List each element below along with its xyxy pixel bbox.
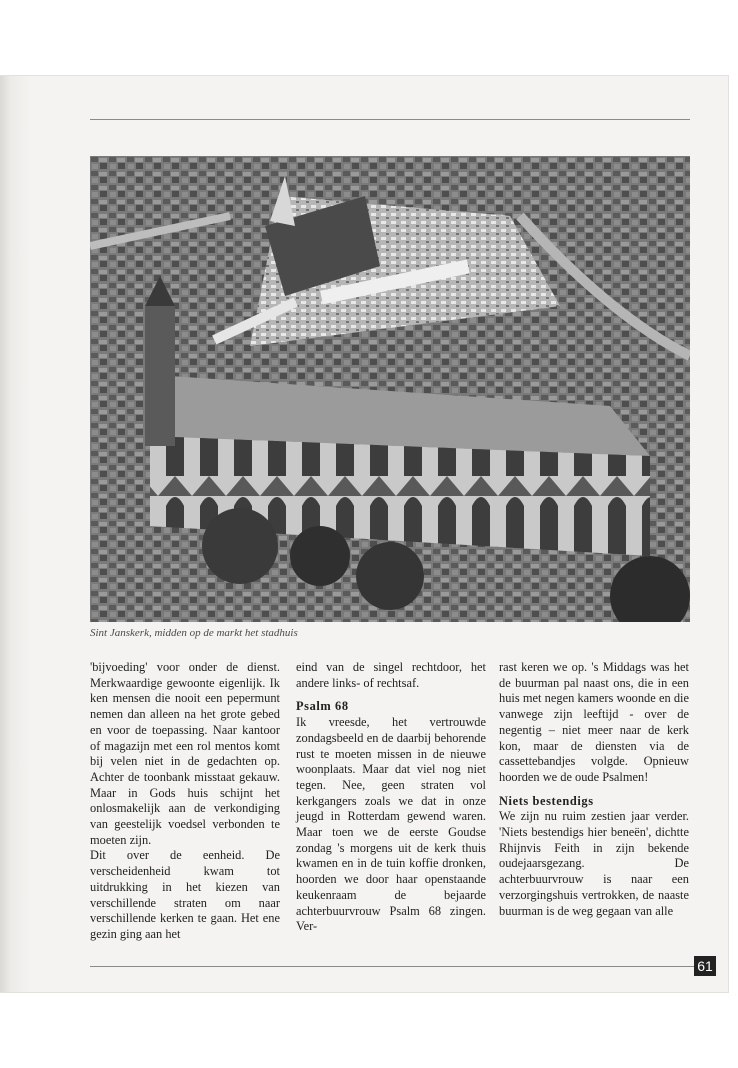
text-column-2	[296, 660, 486, 935]
paragraph: 'bijvoeding' voor onder de dienst. Merkwaardige gewoonte eigenlijk. Ik ken mensen die nooit een pepermunt nemen dan alleen na het grote gebed en voor de toepassing. Naar kantoor of magazijn met een rol mentos komt bij velen niet in de gedachten op. Achter de toonbank misstaat gekauw. Maar in Gods huis schijnt het onlosmakelijk aan de verkondiging van geestelijk voedsel verbonden te moeten zijn.	[90, 660, 280, 847]
aerial-photo	[90, 156, 690, 622]
paragraph: We zijn nu ruim zestien jaar verder. 'Niets bestendigs hier beneën', dichtte Rhijnvis Feith in zijn bekende oudejaarsgezang. De achterbuurvrouw is naar een verzorgingshuis vertrokken, de naaste buurman is de weg gegaan van alle	[499, 809, 689, 918]
page-spine-shadow	[0, 76, 30, 992]
section-heading: Niets bestendigs	[499, 793, 594, 808]
page-number: 61	[694, 956, 716, 976]
section-heading: Psalm 68	[296, 699, 349, 714]
paragraph: rast keren we op. 's Middags was het de buurman pal naast ons, die in een huis met negen kamers woonde en die vanwege zijn leeftijd - over de negentig – niet meer naar de kerk kon, maar de diensten via de cassettebandjes volgde. Opnieuw hoorden we de oude Psalmen!	[499, 660, 689, 784]
photo-caption: Sint Janskerk, midden op de markt het stadhuis	[90, 627, 298, 639]
text-column-3	[499, 660, 689, 919]
bottom-rule	[90, 966, 694, 967]
paragraph: Ik vreesde, het vertrouwde zondagsbeeld en de daarbij behorende rust te moeten missen in de nieuwe woonplaats. Maar dat viel nog niet tegen. Nee, geen straten vol kerkgangers zoals we dat in onze jeugd in Rotterdam gewend waren. Maar toen we de eerste Goudse zondag 's morgens uit de kerk thuis kwamen en in de tuin koffie dronken, hoorden we door haar openstaande keukenraam de bejaarde achterbuurvrouw Psalm 68 zingen. Ver-	[296, 715, 486, 934]
paragraph: Dit over de eenheid. De verscheidenheid kwam tot uitdrukking in het kiezen van verschillende straten om naar verschillende kerken te gaan. Het ene gezin ging aan het	[90, 848, 280, 941]
paragraph: eind van de singel rechtdoor, het andere links- of rechtsaf.	[296, 660, 486, 690]
text-column-1	[90, 660, 280, 943]
top-rule	[90, 119, 690, 120]
